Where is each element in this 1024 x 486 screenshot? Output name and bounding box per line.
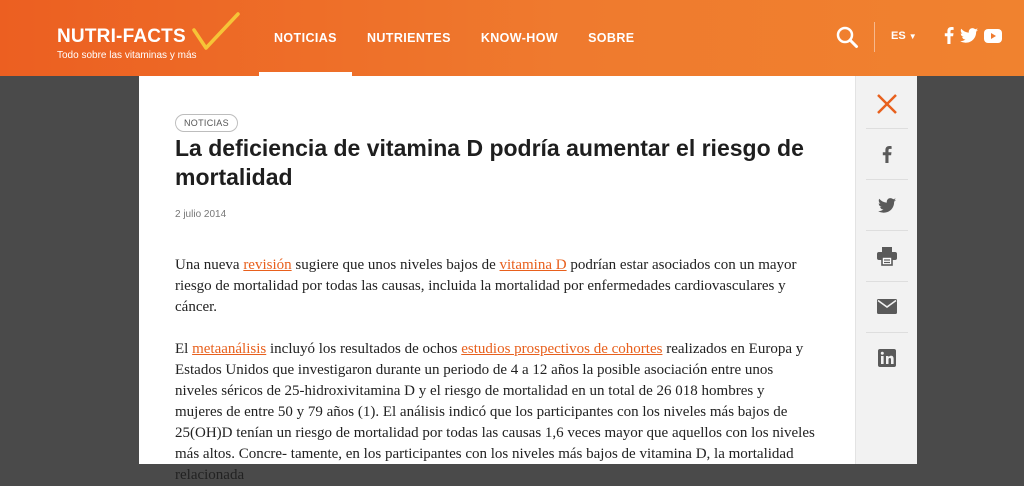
twitter-icon[interactable] (960, 28, 978, 43)
category-badge[interactable]: NOTICIAS (175, 114, 238, 132)
article-paragraph-2 (175, 339, 815, 486)
search-icon[interactable] (836, 26, 858, 48)
close-icon[interactable] (867, 84, 907, 124)
paragraph-text: El (175, 341, 193, 357)
twitter-share-icon[interactable] (867, 185, 907, 225)
nav-item-noticias[interactable]: NOTICIAS (259, 0, 352, 76)
link-estudios-cohortes[interactable]: estudios prospectivos de cohortes (461, 341, 663, 357)
paragraph-text: sugiere que unos niveles bajos de (291, 257, 500, 273)
facebook-share-icon[interactable] (867, 134, 907, 174)
youtube-icon[interactable] (984, 29, 1002, 43)
brand-tagline: Todo sobre las vitaminas y más (57, 50, 197, 61)
rail-divider (866, 281, 908, 282)
facebook-icon[interactable] (944, 27, 954, 44)
link-vitamina-d[interactable]: vitamina D (499, 257, 567, 273)
nav-item-nutrientes[interactable]: NUTRIENTES (366, 31, 451, 45)
nav-item-know-how[interactable]: KNOW-HOW (480, 31, 559, 45)
language-label: ES (891, 30, 906, 42)
main-nav (259, 0, 650, 76)
link-metaanalisis[interactable]: metaanálisis (192, 341, 267, 357)
language-selector[interactable] (891, 30, 917, 42)
paragraph-text: Una nueva (175, 257, 244, 273)
share-rail (855, 76, 917, 464)
rail-divider (866, 332, 908, 333)
article-paragraph-1 (175, 255, 815, 318)
checkmark-logo-icon (192, 12, 242, 52)
site-header (0, 0, 1024, 76)
rail-divider (866, 128, 908, 129)
brand-name: NUTRI-FACTS (57, 26, 186, 47)
link-revision[interactable]: revisión (243, 257, 292, 273)
rail-divider (866, 230, 908, 231)
article-date: 2 julio 2014 (175, 209, 227, 220)
social-links (944, 27, 1002, 44)
site-logo[interactable] (57, 26, 197, 61)
email-icon[interactable] (867, 286, 907, 326)
article-title: La deficiencia de vitamina D podría aumentar el riesgo de mortalidad (175, 135, 804, 190)
header-divider (874, 22, 875, 52)
nav-item-sobre[interactable]: SOBRE (588, 31, 635, 45)
paragraph-text: realizados en Europa y Estados Unidos que investigaron durante un periodo de 4 a 12 años la posible asociación entre unos niveles séricos de 25-hidroxivitamina D y el riesgo de mortalidad en un total de 26 018 hombres y mujeres de entre 50 y 79 años (1). El análisis indicó que los participantes con los niveles más bajos de 25(OH)D tenían un riesgo de mortalidad por todas las causas 1,6 veces mayor que aquellos con los niveles más altos. Concre- tamente, en los participantes con los niveles más bajos de vitamina D, la mortalidad relacionada (175, 341, 815, 483)
paragraph-text: incluyó los resultados de ochos (266, 341, 462, 357)
paragraph-text: podrían estar asociados con un mayor riesgo de mortalidad por todas las causas, incluida la mortalidad por enfermedades cardiovasculares y cáncer. (175, 257, 797, 315)
caret-down-icon: ▼ (908, 31, 917, 41)
linkedin-icon[interactable] (867, 338, 907, 378)
print-icon[interactable] (867, 236, 907, 276)
rail-divider (866, 179, 908, 180)
